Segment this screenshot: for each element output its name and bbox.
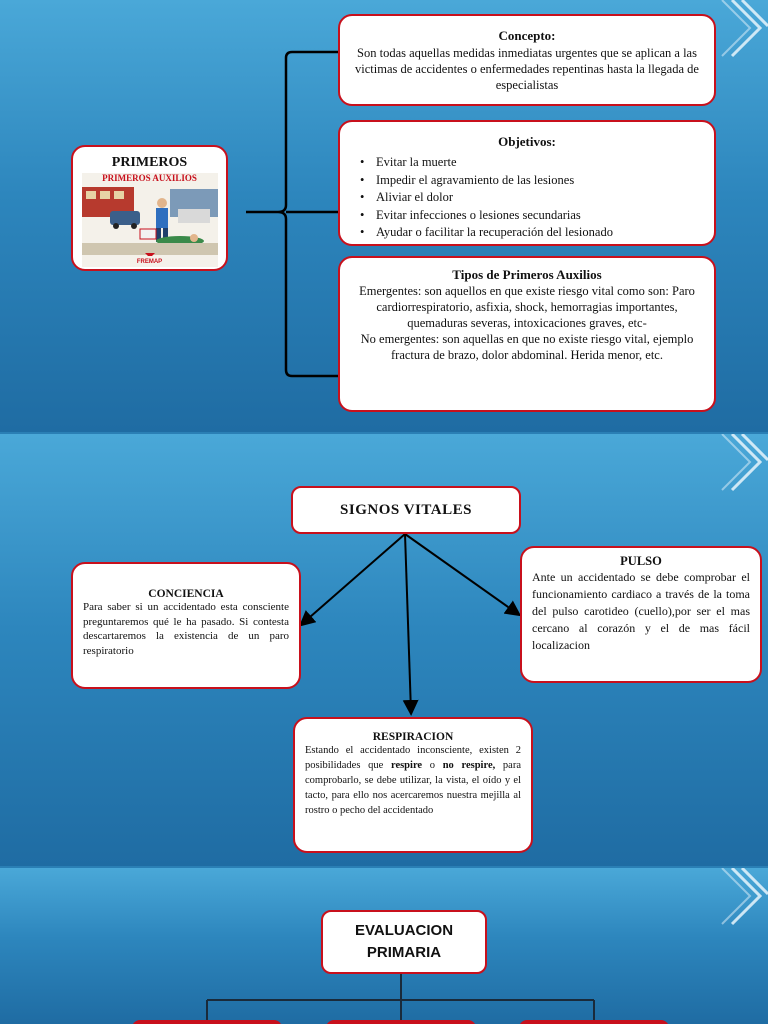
- objetivos-title: Objetivos:: [498, 134, 556, 149]
- pulso-text: Ante un accidentado se debe comprobar el funcionamiento cardiaco a través de la toma del pulso carotideo (cuello),por ser el mas cercano al corazón y el de mas fácil localizacion: [532, 570, 750, 652]
- objetivos-box: [338, 120, 716, 246]
- concepto-box: [338, 14, 716, 106]
- evaluacion-title-line2: PRIMARIA: [366, 944, 442, 961]
- primeros-title: PRIMEROS: [111, 155, 188, 170]
- fremap-logo: [82, 253, 218, 265]
- list-item: • Evitar infecciones o lesiones secundarias: [376, 207, 704, 225]
- slide-primeros-auxilios: [0, 0, 768, 432]
- slide-evaluacion-primaria: [0, 868, 768, 1024]
- evaluacion-primaria-box: [321, 910, 487, 974]
- list-item: • Impedir el agravamiento de las lesiones: [376, 172, 704, 190]
- image-title: PRIMEROS AUXILIOS: [102, 173, 197, 183]
- respiracion-bold: no respire,: [442, 760, 496, 771]
- concepto-text: Son todas aquellas medidas inmediatas urgentes que se aplican a las victimas de accidentes o enfermedades repentinas hasta la llegada de especialistas: [355, 46, 699, 92]
- respiracion-text-part: para comprobarlo, se debe utilizar, la vista, el oído y el tacto, para ello nos acercaremos nuestra mejilla al rostro o pecho del accidentado: [305, 760, 521, 816]
- respiracion-text-part: o: [422, 760, 443, 771]
- primeros-box: [71, 145, 228, 271]
- conciencia-text: Para saber si un accidentado esta consciente preguntaremos qué le ha pasado. Si contesta descartaremos la existencia de un paro respiratorio: [83, 601, 289, 657]
- child-box-partial: [326, 1020, 476, 1024]
- tipos-title: Tipos de Primeros Auxilios: [452, 267, 602, 282]
- first-aid-scene-icon: [82, 185, 218, 255]
- evaluacion-title-line1: EVALUACION: [354, 922, 454, 939]
- signos-vitales-title-box: [291, 486, 521, 534]
- child-box-partial: [519, 1020, 669, 1024]
- slide-signos-vitales: [0, 434, 768, 866]
- conciencia-box: [71, 562, 301, 689]
- tipos-box: [338, 256, 716, 412]
- pulso-title: PULSO: [620, 554, 662, 568]
- primeros-auxilios-image: [82, 173, 218, 267]
- concepto-title: Concepto:: [498, 28, 556, 43]
- respiracion-text-part: Estando el accidentado inconsciente, existen 2 posibilidades que: [305, 745, 521, 771]
- fremap-label: FREMAP: [136, 259, 163, 265]
- tipos-emergentes: Emergentes: son aquellos en que existe riesgo vital como son: Paro cardiorrespiratorio, asfixia, shock, hemorragias importantes, quemaduras severas, intoxicaciones graves, etc-: [359, 284, 695, 330]
- respiracion-text: [305, 743, 521, 818]
- list-item: • Aliviar el dolor: [376, 189, 704, 207]
- tipos-no-emergentes: No emergentes: son aquellas en que no existe riesgo vital, ejemplo fractura de brazo, dolor abdominal. Herida menor, etc.: [360, 332, 694, 362]
- respiracion-bold: respire: [390, 760, 423, 771]
- objetivos-list: [350, 154, 704, 242]
- respiracion-title: RESPIRACION: [372, 731, 454, 743]
- respiracion-box: [293, 717, 533, 853]
- signos-vitales-title: SIGNOS VITALES: [340, 501, 472, 518]
- conciencia-title: CONCIENCIA: [148, 588, 224, 600]
- child-box-partial: [132, 1020, 282, 1024]
- list-item: • Evitar la muerte: [376, 154, 704, 172]
- pulso-box: [520, 546, 762, 683]
- list-item: • Ayudar o facilitar la recuperación del lesionado: [376, 224, 704, 242]
